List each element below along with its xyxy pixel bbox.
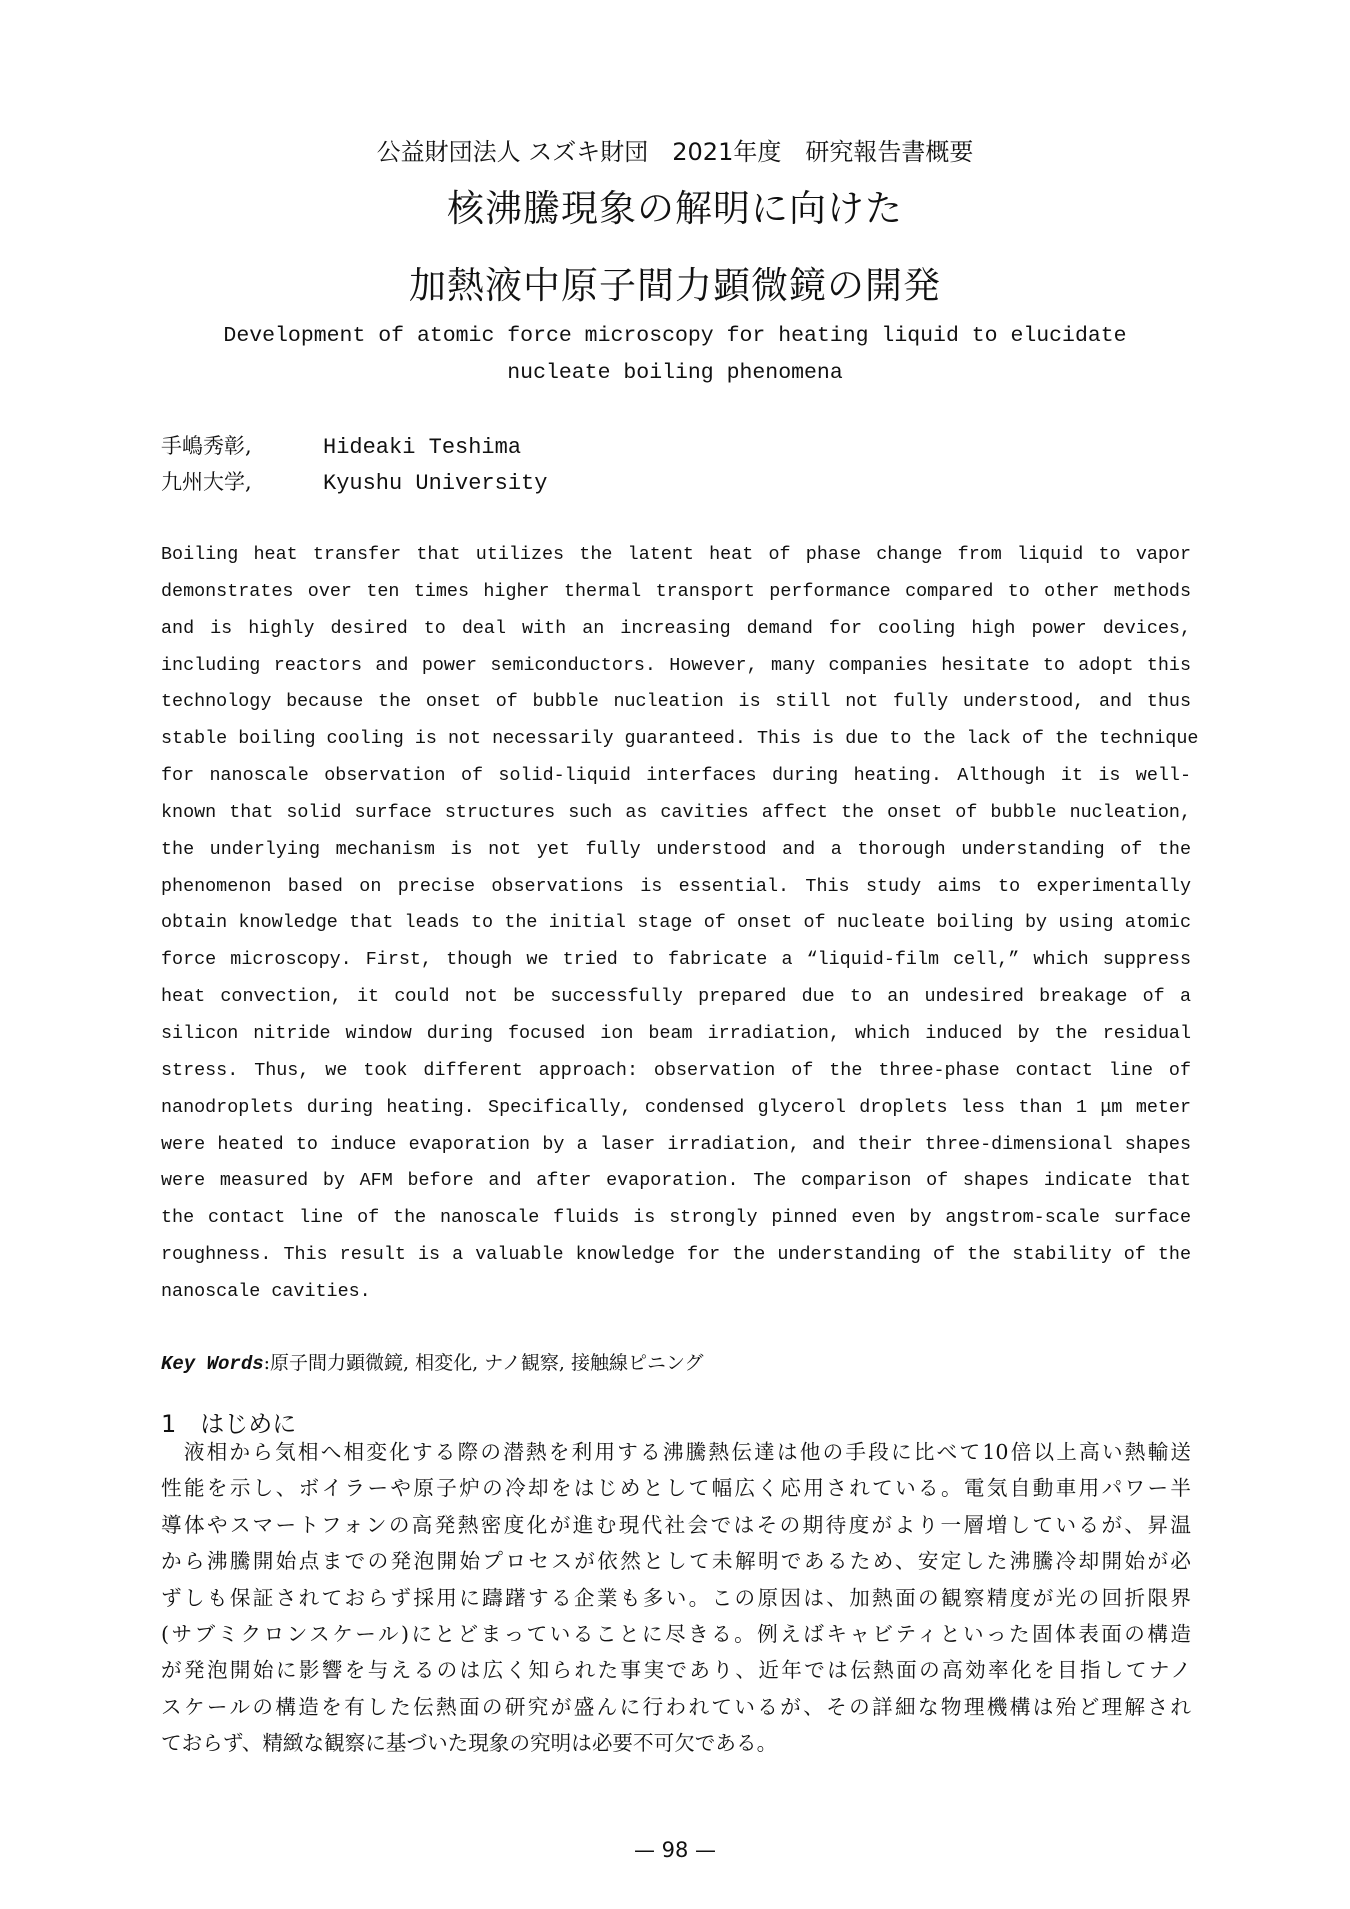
author-name: [161, 430, 521, 460]
abstract-line: nanoscale cavities.: [161, 1280, 371, 1302]
title-en-line-1: Development of atomic force microscopy for heating liquid to elucidate: [223, 324, 1127, 348]
body-line: 性能を示し、ボイラーや原子炉の冷却をはじめとして幅広く応用されている。電気自動車用パワー半: [161, 1476, 1191, 1501]
affiliation-en: Kyushu University: [323, 471, 548, 496]
abstract-line: heat convection, it could not be successfully prepared due to an undesired breakage of a: [161, 986, 1191, 1008]
author-name-en: Hideaki Teshima: [323, 435, 522, 460]
abstract-line: roughness. This result is a valuable knowledge for the understanding of the stability of the: [161, 1244, 1191, 1266]
abstract-line: obtain knowledge that leads to the initial stage of onset of nucleate boiling by using atomic: [161, 912, 1191, 934]
body-line: 導体やスマートフォンの高発熱密度化が進む現代社会ではその期待度がより一層増しているが、昇温: [161, 1512, 1191, 1537]
foundation-report-header: 公益財団法人 スズキ財団 2021年度 研究報告書概要: [376, 138, 974, 166]
title-ja-line-1: 核沸騰現象の解明に向けた: [447, 187, 903, 230]
page-number: — 98 —: [633, 1838, 717, 1862]
abstract-line: stable boiling cooling is not necessarily guaranteed. This is due to the lack of the technique: [161, 728, 1199, 750]
abstract-line: demonstrates over ten times higher thermal transport performance compared to other methods: [161, 580, 1191, 602]
author-affiliation: [161, 466, 547, 496]
title-en-line-2: nucleate boiling phenomena: [507, 361, 843, 385]
affiliation-ja: 九州大学,: [161, 470, 252, 494]
abstract: [161, 537, 1199, 1311]
author-name-ja: 手嶋秀彰,: [161, 434, 252, 458]
abstract-line: were heated to induce evaporation by a laser irradiation, and their three-dimensional shapes: [161, 1133, 1191, 1155]
abstract-line: the contact line of the nanoscale fluids is strongly pinned even by angstrom-scale surface: [161, 1207, 1191, 1229]
body-line: から沸騰開始点までの発泡開始プロセスが依然として未解明であるため、安定した沸騰冷却開始が必: [161, 1549, 1191, 1574]
section-body: [161, 1434, 1191, 1762]
abstract-line: Boiling heat transfer that utilizes the latent heat of phase change from liquid to vapor: [161, 544, 1191, 565]
body-line: スケールの構造を有した伝熱面の研究が盛んに行われているが、その詳細な物理機構は殆ど理解され: [161, 1694, 1191, 1719]
abstract-line: stress. Thus, we took different approach: observation of the three-phase contact line of: [161, 1059, 1191, 1081]
body-line: ておらず、精緻な観察に基づいた現象の究明は必要不可欠である。: [161, 1731, 778, 1756]
abstract-line: technology because the onset of bubble nucleation is still not fully understood, and thus: [161, 691, 1191, 713]
abstract-line: known that solid surface structures such as cavities affect the onset of bubble nucleation,: [161, 801, 1191, 823]
abstract-line: the underlying mechanism is not yet fully understood and a thorough understanding of the: [161, 838, 1191, 860]
title-ja-line-2: 加熱液中原子間力顕微鏡の開発: [409, 264, 941, 307]
keywords-values: 原子間力顕微鏡, 相変化, ナノ観察, 接触線ピニング: [270, 1352, 704, 1374]
abstract-line: phenomenon based on precise observations is essential. This study aims to experimentally: [161, 875, 1191, 897]
abstract-line: were measured by AFM before and after evaporation. The comparison of shapes indicate that: [161, 1170, 1191, 1192]
body-line: が発泡開始に影響を与えるのは広く知られた事実であり、近年では伝熱面の高効率化を目指してナノ: [161, 1658, 1191, 1683]
abstract-line: nanodroplets during heating. Specifically, condensed glycerol droplets less than 1 μm meter: [161, 1096, 1191, 1118]
keywords-label: Key Words: [161, 1353, 264, 1375]
abstract-line: for nanoscale observation of solid-liquid interfaces during heating. Although it is well-: [161, 765, 1191, 787]
body-line: (サブミクロンスケール)にとどまっていることに尽きる。例えばキャビティといった固体表面の構造: [161, 1621, 1191, 1646]
abstract-line: silicon nitride window during focused ion beam irradiation, which induced by the residual: [161, 1022, 1191, 1044]
section-heading: 1 はじめに: [161, 1410, 297, 1438]
abstract-line: including reactors and power semiconductors. However, many companies hesitate to adopt this: [161, 654, 1191, 676]
keywords-separator: :: [263, 1352, 271, 1374]
abstract-line: and is highly desired to deal with an increasing demand for cooling high power devices,: [161, 617, 1191, 639]
body-line: ずしも保証されておらず採用に躊躇する企業も多い。この原因は、加熱面の観察精度が光の回折限界: [161, 1585, 1191, 1610]
title-en: [0, 318, 1350, 392]
body-line: 液相から気相へ相変化する際の潜熱を利用する沸騰熱伝達は他の手段に比べて10倍以上高い熱輸送: [161, 1440, 1191, 1464]
keywords: [161, 1348, 704, 1375]
abstract-line: force microscopy. First, though we tried to fabricate a “liquid-film cell,” which suppress: [161, 949, 1191, 971]
